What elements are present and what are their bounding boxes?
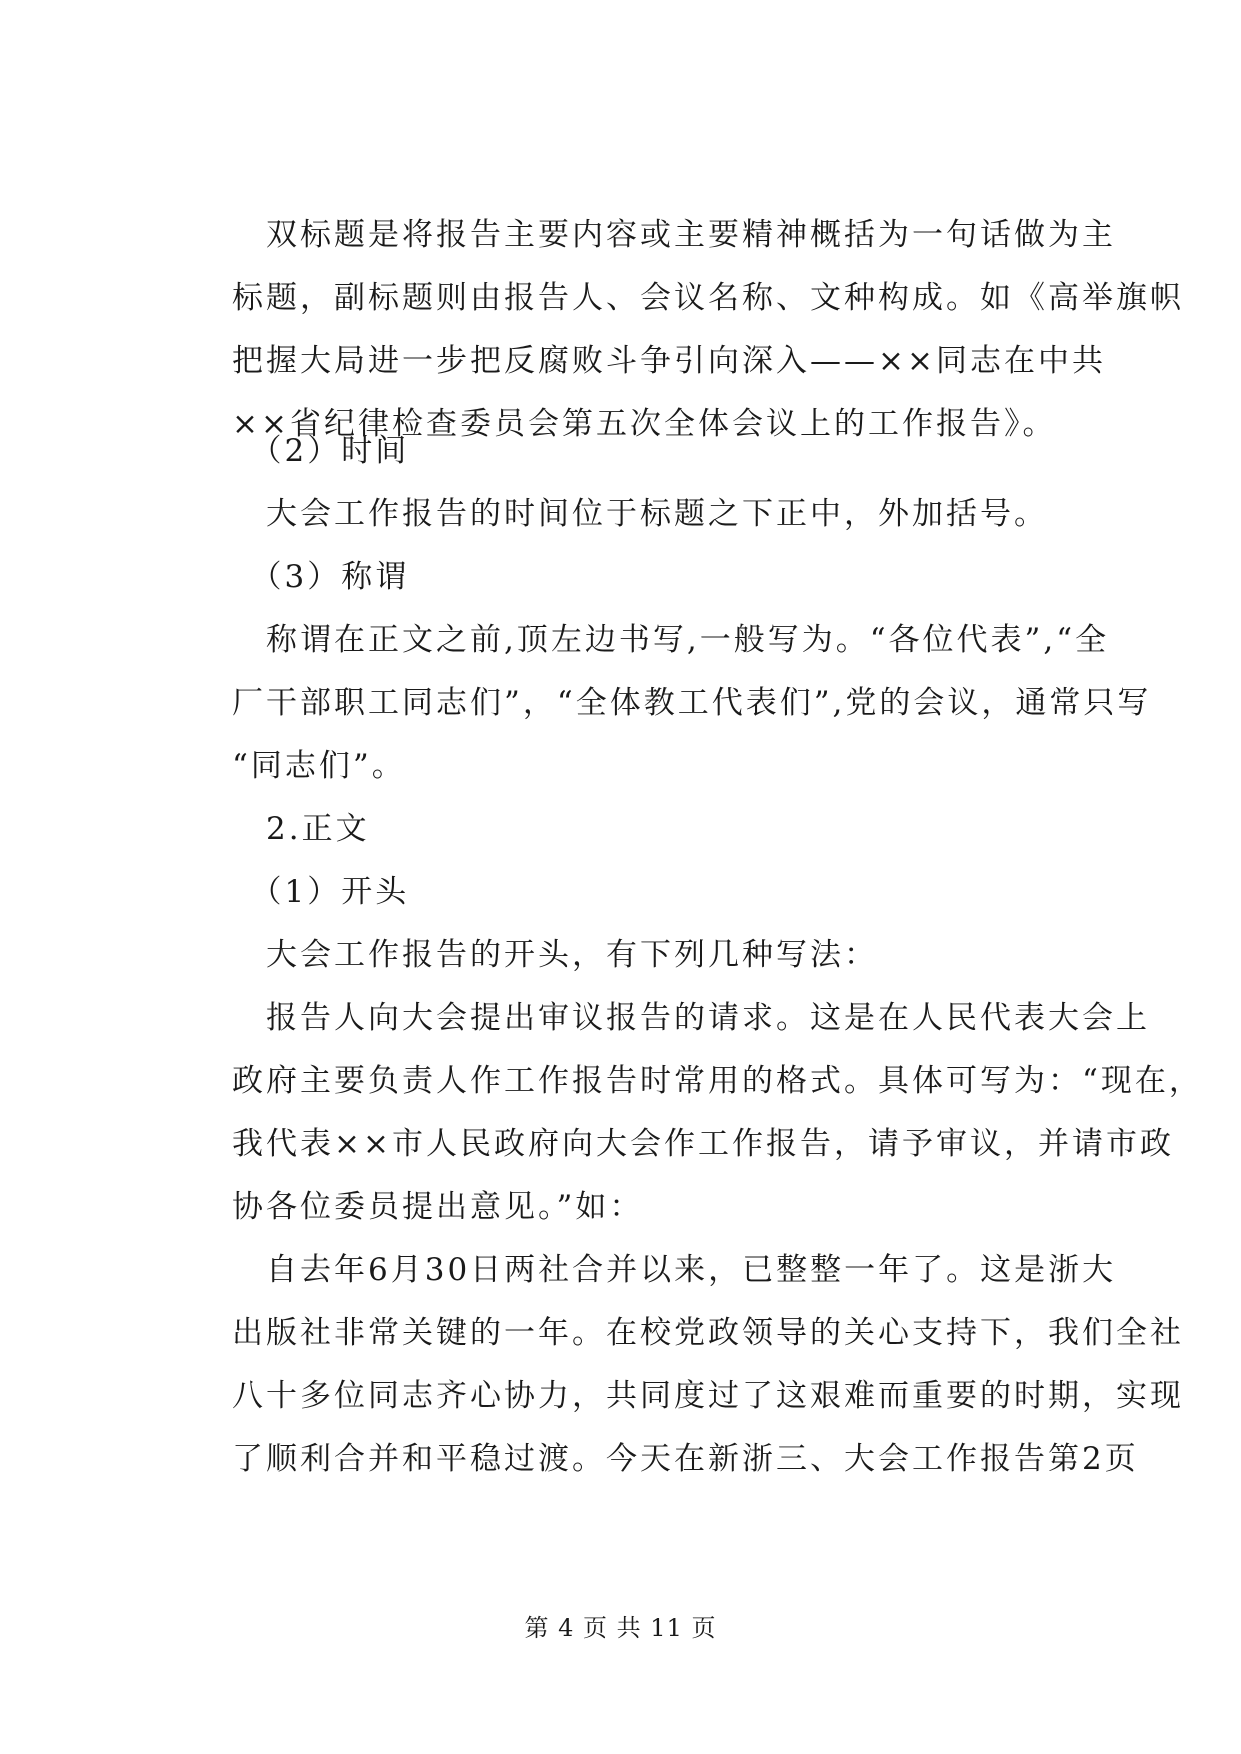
- section-heading: （2）时间: [232, 433, 410, 469]
- text-line: 双标题是将报告主要内容或主要精神概括为一句话做为主: [232, 217, 1116, 253]
- body-text: [232, 204, 1184, 456]
- section-heading: （3）称谓: [232, 559, 410, 595]
- text-line: 把握大局进一步把反腐败斗争引向深入——××同志在中共: [232, 343, 1106, 379]
- page-number-footer: 第 4 页 共 11 页: [524, 1614, 717, 1642]
- text-line: “同志们”。: [232, 748, 406, 784]
- section-time: [232, 420, 1203, 1491]
- section-heading: （1）开头: [232, 874, 410, 910]
- text-line: 报告人向大会提出审议报告的请求。这是在人民代表大会上: [232, 1000, 1150, 1036]
- text-line: 大会工作报告的开头，有下列几种写法：: [232, 937, 878, 973]
- text-line: 我代表××市人民政府向大会作工作报告，请予审议，并请市政: [232, 1126, 1174, 1162]
- text-line: 标题，副标题则由报告人、会议名称、文种构成。如《高举旗帜: [232, 280, 1184, 316]
- section-heading: 2.正文: [232, 811, 370, 847]
- text-line: 自去年6月30日两社合并以来，已整整一年了。这是浙大: [232, 1252, 1117, 1288]
- text-line: 称谓在正文之前,顶左边书写,一般写为。“各位代表”,“全: [232, 622, 1110, 658]
- text-line: 政府主要负责人作工作报告时常用的格式。具体可写为：“现在，: [232, 1063, 1203, 1099]
- text-line: 厂干部职工同志们”，“全体教工代表们”,党的会议，通常只写: [232, 685, 1152, 721]
- text-line: 八十多位同志齐心协力，共同度过了这艰难而重要的时期，实现: [232, 1378, 1184, 1414]
- text-line: 了顺利合并和平稳过渡。今天在新浙三、大会工作报告第2页: [232, 1441, 1139, 1477]
- text-line: ××省纪律检查委员会第五次全体会议上的工作报告》。: [232, 406, 1057, 442]
- text-line: 大会工作报告的时间位于标题之下正中，外加括号。: [232, 496, 1048, 532]
- text-line: 出版社非常关键的一年。在校党政领导的关心支持下，我们全社: [232, 1315, 1184, 1351]
- text-line: 协各位委员提出意见。”如：: [232, 1189, 644, 1225]
